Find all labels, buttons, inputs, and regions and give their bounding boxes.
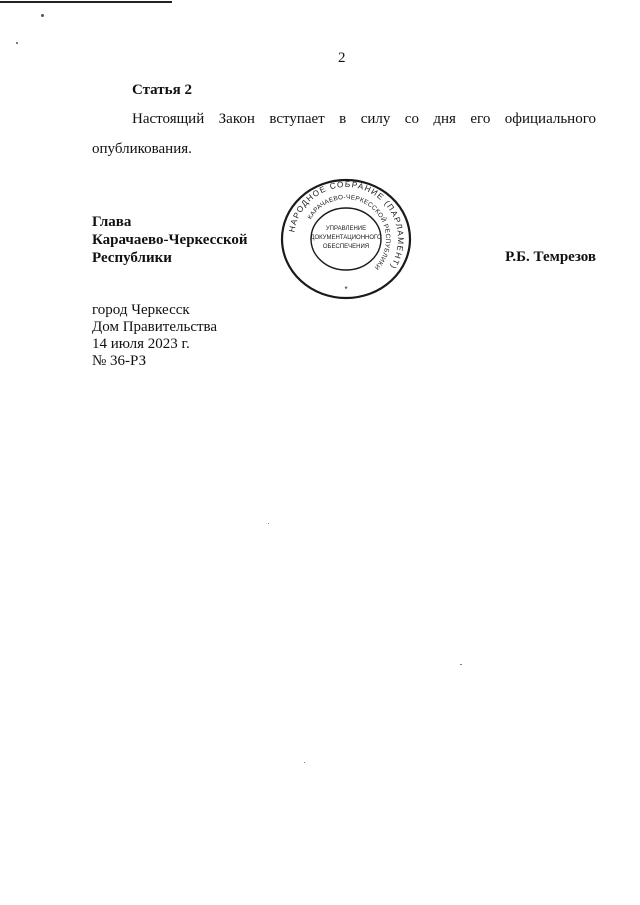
scan-speck [304, 762, 305, 763]
official-seal [279, 178, 413, 300]
seal-stamp-icon [279, 178, 413, 300]
seal-center-line: ДОКУМЕНТАЦИОННОГО [310, 235, 382, 241]
signatory-title-line: Глава [92, 214, 132, 230]
article-title: Статья 2 [132, 82, 192, 98]
svg-text:*: * [344, 285, 348, 294]
seal-outer-text: НАРОДНОЕ СОБРАНИЕ (ПАРЛАМЕНТ) [287, 179, 406, 272]
place-line: город Черкесск [92, 302, 190, 318]
seal-center-line: ОБЕСПЕЧЕНИЯ [322, 244, 370, 250]
law-number-line: № 36-РЗ [92, 353, 147, 369]
signatory-name: Р.Б. Темрезов [505, 249, 596, 265]
signatory-title-line: Республики [92, 250, 172, 266]
place-line: Дом Правительства [92, 319, 218, 335]
signatory-title-line: Карачаево-Черкесской [92, 232, 248, 248]
seal-middle-text: КАРАЧАЕВО-ЧЕРКЕССКОЙ РЕСПУБЛИКИ [306, 193, 392, 271]
place-date-block [92, 302, 217, 370]
article-text: Настоящий Закон вступает в силу со дня его официального опубликования. [92, 111, 596, 157]
scan-speck [16, 42, 18, 44]
scan-speck [460, 664, 462, 665]
header-rule [0, 1, 172, 3]
scan-speck [41, 14, 44, 17]
page-number: 2 [338, 50, 346, 66]
seal-center-line: УПРАВЛЕНИЕ [325, 226, 367, 232]
date-line: 14 июля 2023 г. [92, 336, 190, 352]
signatory-title [92, 213, 248, 267]
scan-speck [268, 523, 269, 524]
